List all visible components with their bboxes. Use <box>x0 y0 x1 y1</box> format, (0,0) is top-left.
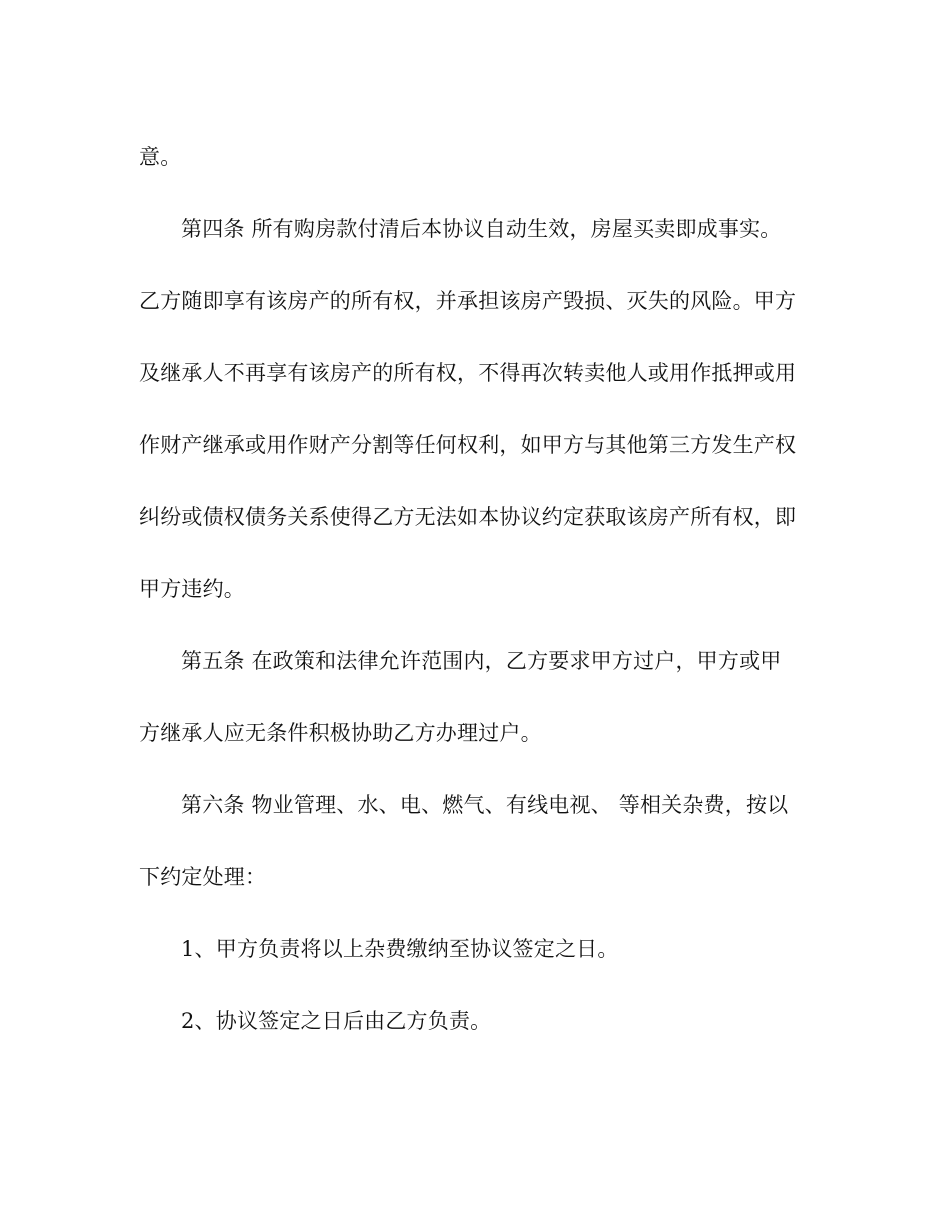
text-line: 作财产继承或用作财产分割等任何权利，如甲方与其他第三方发生产权 <box>139 433 797 457</box>
text-line: 方继承人应无条件积极协助乙方办理过户。 <box>139 721 542 745</box>
text-line: 甲方违约。 <box>139 577 245 601</box>
article-6-first-line: 第六条 物业管理、水、电、燃气、有线电视、 等相关杂费，按以 <box>181 793 789 817</box>
list-item-1: 1、甲方负责将以上杂费缴纳至协议签定之日。 <box>181 937 619 961</box>
text-line: 纠纷或债权债务关系使得乙方无法如本协议约定获取该房产所有权，即 <box>139 505 797 529</box>
text-line: 意。 <box>139 145 182 169</box>
article-4-first-line: 第四条 所有购房款付清后本协议自动生效，房屋买卖即成事实。 <box>181 217 782 241</box>
text-line: 下约定处理： <box>139 865 267 889</box>
list-item-2: 2、协议签定之日后由乙方负责。 <box>181 1009 492 1033</box>
text-line: 乙方随即享有该房产的所有权，并承担该房产毁损、灭失的风险。甲方 <box>139 289 797 313</box>
article-5-first-line: 第五条 在政策和法律允许范围内，乙方要求甲方过户，甲方或甲 <box>181 649 782 673</box>
text-line: 及继承人不再享有该房产的所有权，不得再次转卖他人或用作抵押或用 <box>139 361 797 385</box>
